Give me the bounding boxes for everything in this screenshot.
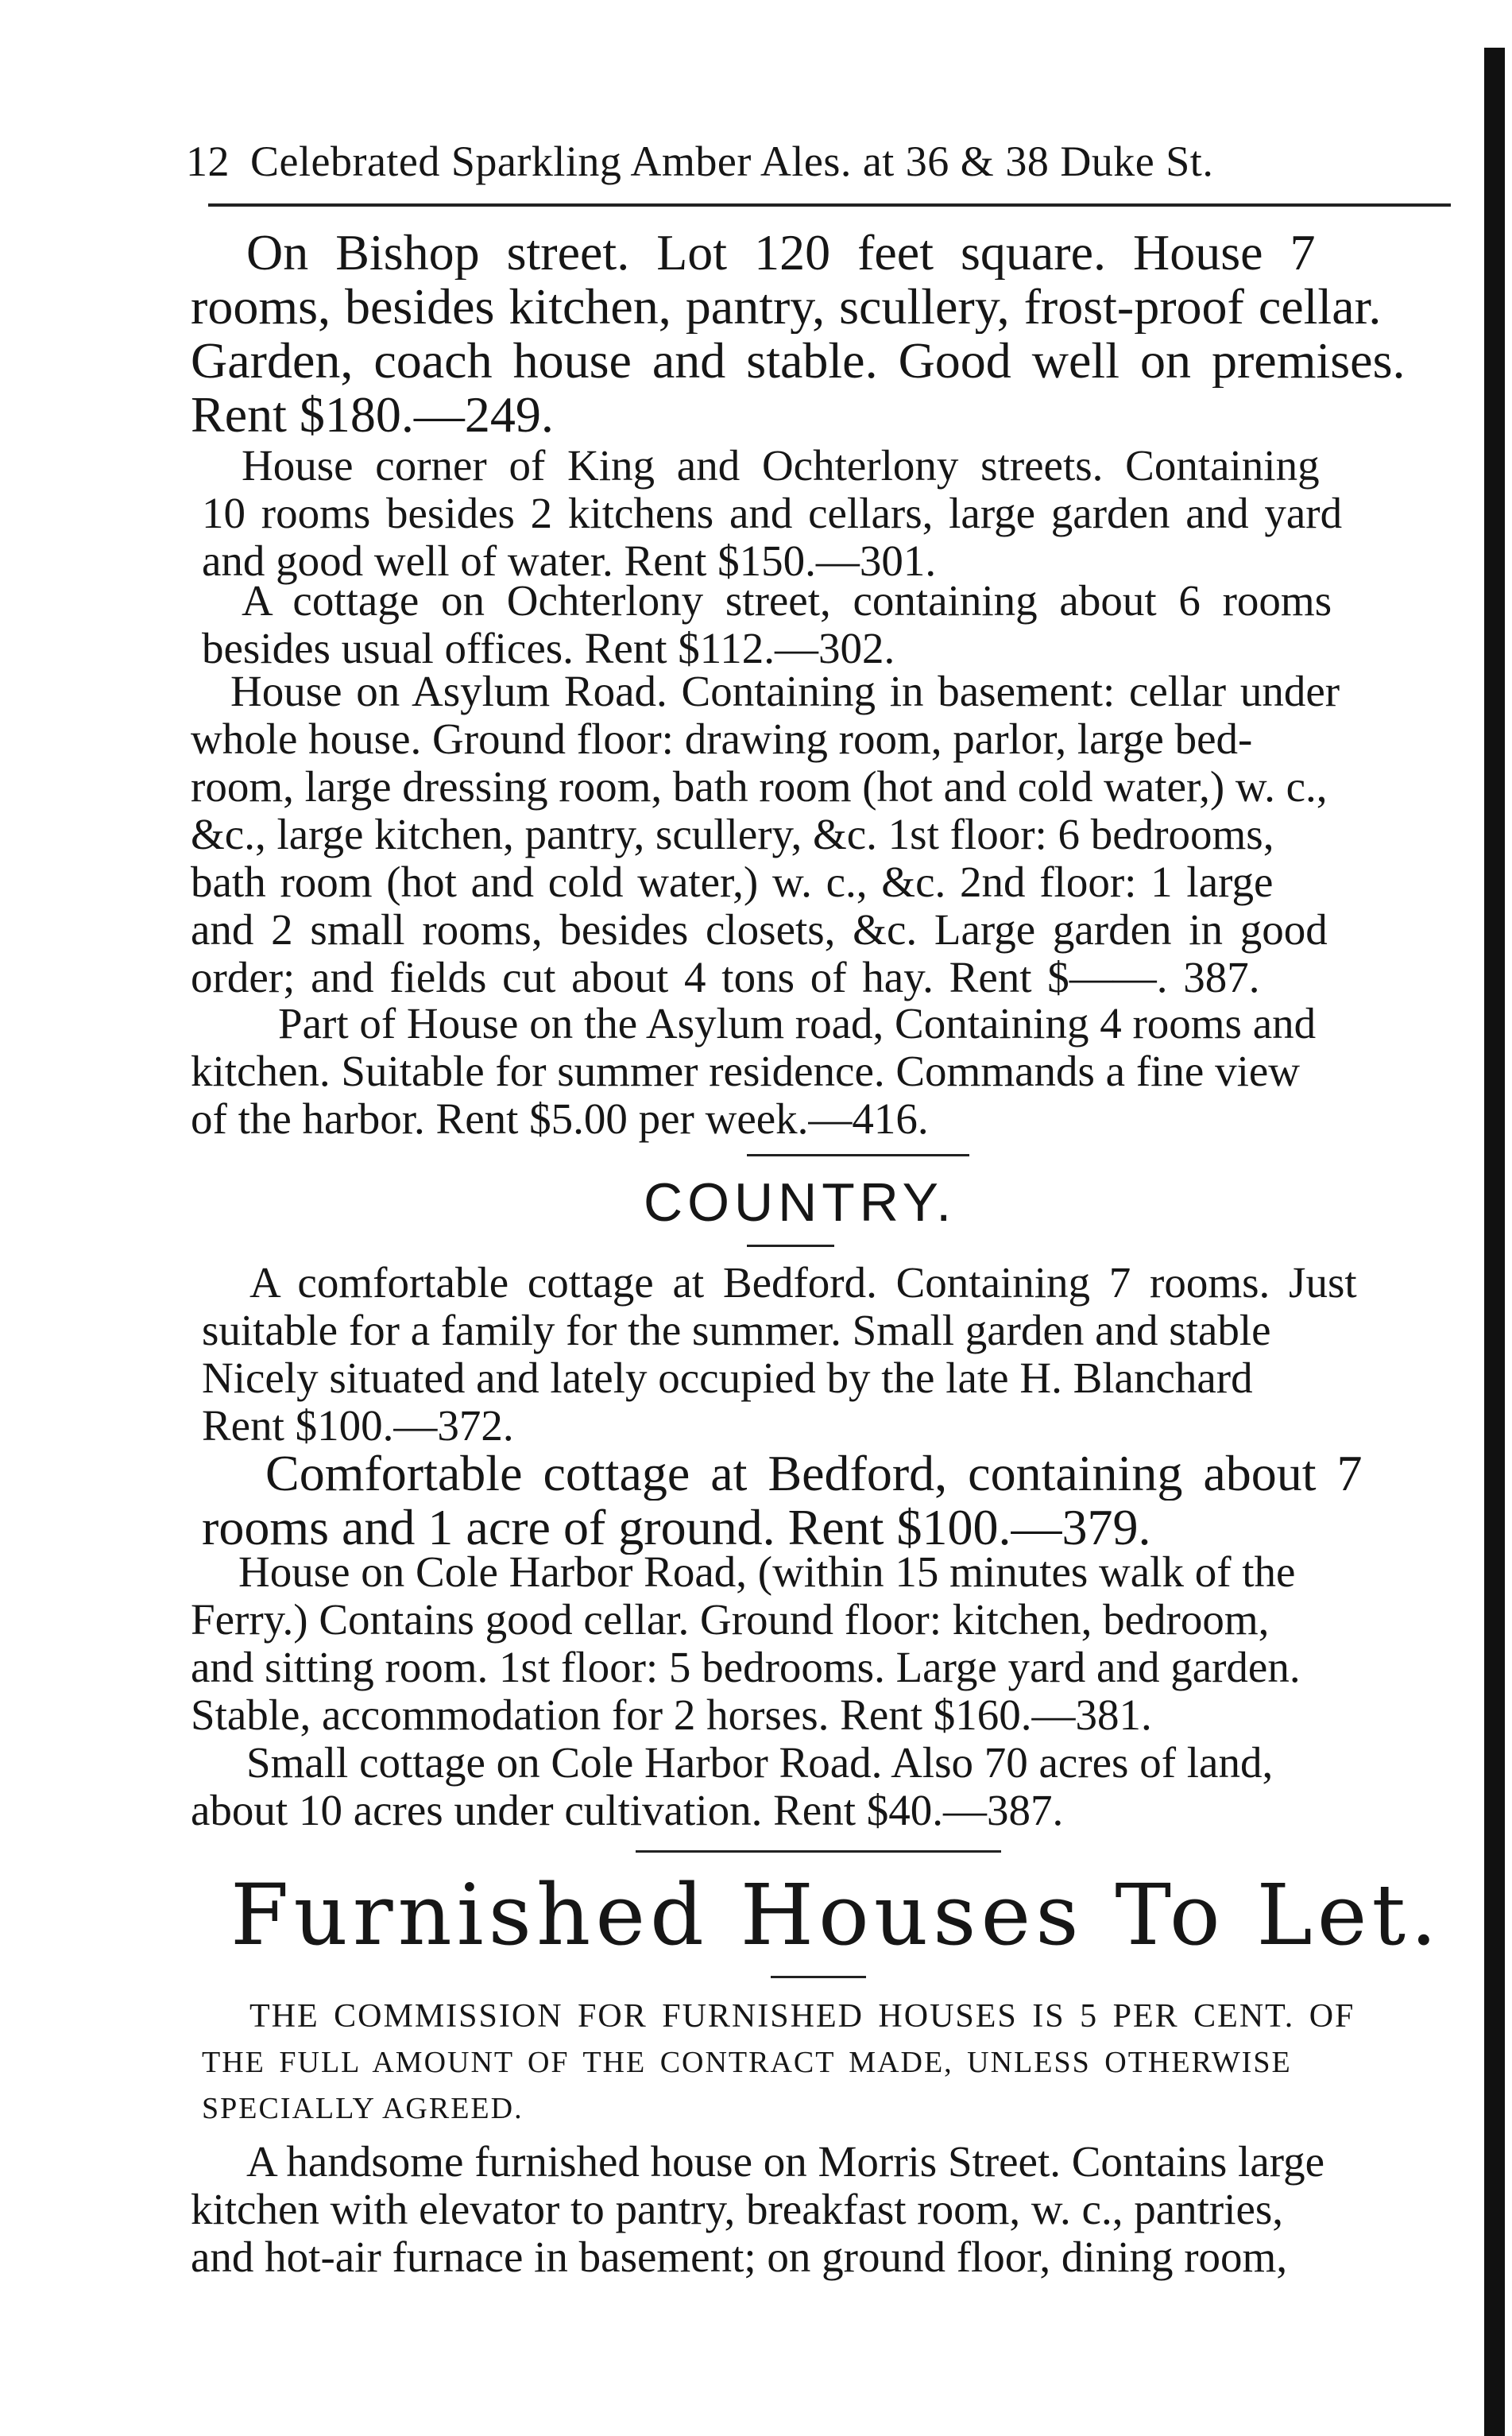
section-rule xyxy=(636,1850,1001,1853)
listing-bedford-comfortable xyxy=(202,1446,1473,1555)
listing-line: 10 rooms besides 2 kitchens and cellars, large garden and yard xyxy=(202,490,1343,537)
listing-line: A cottage on Ochterlony street, containing about 6 rooms xyxy=(242,577,1332,625)
listing-line: and sitting room. 1st floor: 5 bedrooms. Large yard and garden. xyxy=(191,1644,1301,1691)
notice-line: THE COMMISSION FOR FURNISHED HOUSES IS 5 PER CENT. OF xyxy=(249,1998,1355,2035)
commission-notice xyxy=(202,1993,1465,2132)
page-edge-shadow xyxy=(1484,48,1505,2436)
listing-asylum-road-house xyxy=(191,668,1454,1001)
notice-line: THE FULL AMOUNT OF THE CONTRACT MADE, UNLESS OTHERWISE xyxy=(202,2046,1292,2079)
listing-line: A comfortable cottage at Bedford. Containing 7 rooms. Just xyxy=(249,1259,1357,1307)
listing-asylum-road-part xyxy=(191,1000,1454,1143)
listing-line: room, large dressing room, bath room (hot and cold water,) w. c., xyxy=(191,763,1328,811)
listing-bishop-street xyxy=(191,226,1451,442)
listing-line: rooms, besides kitchen, pantry, scullery, frost-proof cellar. xyxy=(191,280,1382,334)
listing-line: House corner of King and Ochterlony streets. Containing xyxy=(242,442,1320,490)
listing-line: of the harbor. Rent $5.00 per week.—416. xyxy=(191,1095,929,1143)
running-header xyxy=(186,137,1457,186)
listing-line: whole house. Ground floor: drawing room, parlor, large bed- xyxy=(191,715,1253,763)
listing-morris-street xyxy=(191,2138,1454,2281)
listing-line: A handsome furnished house on Morris Street. Contains large xyxy=(246,2138,1324,2186)
listing-line: and hot-air furnace in basement; on ground floor, dining room, xyxy=(191,2233,1288,2281)
furnished-houses-heading: Furnished Houses To Let. xyxy=(230,1866,1442,1964)
listing-cole-harbor-house xyxy=(191,1548,1454,1739)
listing-line: Stable, accommodation for 2 horses. Rent $160.—381. xyxy=(191,1691,1152,1739)
section-rule xyxy=(771,1976,866,1978)
listing-line: about 10 acres under cultivation. Rent $40.—387. xyxy=(191,1787,1064,1834)
listing-line: besides usual offices. Rent $112.—302. xyxy=(202,625,895,672)
section-rule xyxy=(747,1154,969,1156)
country-heading: COUNTRY. xyxy=(644,1172,957,1233)
listing-line: Small cottage on Cole Harbor Road. Also 70 acres of land, xyxy=(246,1739,1274,1787)
listing-line: Ferry.) Contains good cellar. Ground floor: kitchen, bedroom, xyxy=(191,1596,1270,1644)
listing-line: Nicely situated and lately occupied by the late H. Blanchard xyxy=(202,1354,1253,1402)
listing-line: House on Asylum Road. Containing in basement: cellar under xyxy=(230,668,1340,715)
listing-line: kitchen. Suitable for summer residence. Commands a fine view xyxy=(191,1048,1301,1095)
listing-line: Comfortable cottage at Bedford, containing about 7 xyxy=(265,1446,1363,1501)
listing-cole-harbor-cottage xyxy=(191,1739,1454,1834)
running-title: Celebrated Sparkling Amber Ales. at 36 & 38 Duke St. xyxy=(250,137,1214,185)
listing-line: &c., large kitchen, pantry, scullery, &c. 1st floor: 6 bedrooms, xyxy=(191,811,1274,858)
listing-line: bath room (hot and cold water,) w. c., &c. 2nd floor: 1 large xyxy=(191,858,1274,906)
listing-line: Part of House on the Asylum road, Containing 4 rooms and xyxy=(278,1000,1317,1048)
header-rule xyxy=(208,203,1451,207)
listing-line: House on Cole Harbor Road, (within 15 minutes walk of the xyxy=(238,1548,1296,1596)
listing-king-ochterlony xyxy=(202,442,1451,585)
listing-bedford-cottage xyxy=(202,1259,1451,1450)
listing-line: order; and fields cut about 4 tons of hay. Rent $——. 387. xyxy=(191,954,1260,1001)
listing-line: Garden, coach house and stable. Good well on premises. xyxy=(191,334,1406,388)
listing-line: suitable for a family for the summer. Small garden and stable xyxy=(202,1307,1271,1354)
page-number: 12 xyxy=(186,137,230,185)
listing-line: On Bishop street. Lot 120 feet square. House 7 xyxy=(246,226,1316,280)
section-rule xyxy=(747,1245,834,1247)
listing-ochterlony-cottage xyxy=(202,577,1451,672)
listing-line: kitchen with elevator to pantry, breakfast room, w. c., pantries, xyxy=(191,2186,1284,2233)
listing-line: rooms and 1 acre of ground. Rent $100.—379. xyxy=(202,1501,1151,1555)
listing-line: and good well of water. Rent $150.—301. xyxy=(202,537,937,585)
listing-line: Rent $100.—372. xyxy=(202,1402,514,1450)
notice-line: SPECIALLY AGREED. xyxy=(202,2092,524,2125)
listing-line: Rent $180.—249. xyxy=(191,388,554,442)
listing-line: and 2 small rooms, besides closets, &c. Large garden in good xyxy=(191,906,1328,954)
